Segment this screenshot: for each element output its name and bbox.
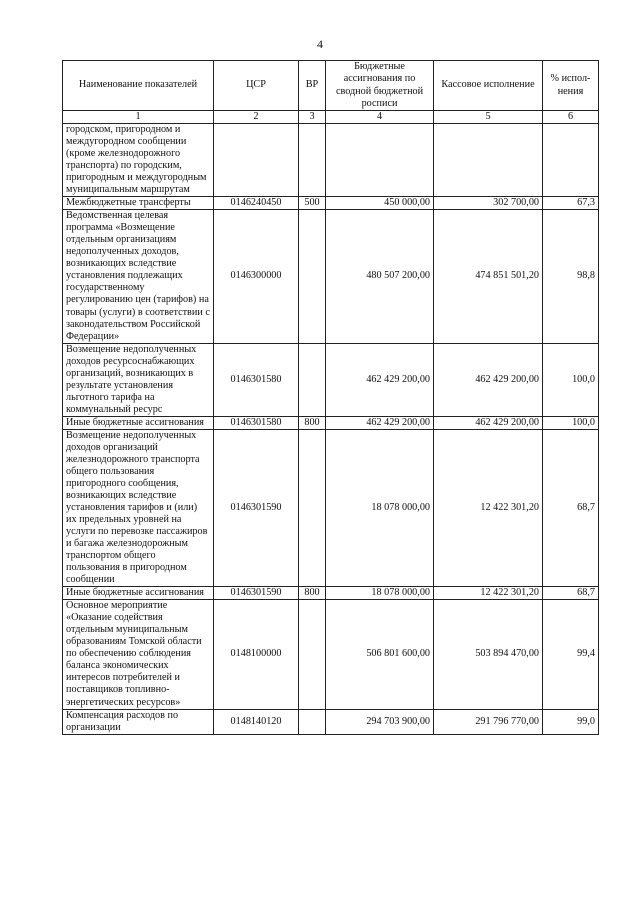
table-row (63, 429, 599, 586)
row-execution (434, 124, 543, 197)
row-percent: 100,0 (543, 343, 599, 416)
header-percent: % испол-нения (543, 61, 599, 111)
row-allocations: 480 507 200,00 (326, 210, 434, 343)
table-row (63, 124, 599, 197)
row-vr (299, 429, 326, 586)
row-execution: 291 796 770,00 (434, 709, 543, 734)
row-percent (543, 124, 599, 197)
row-csr: 0148100000 (214, 600, 299, 709)
row-csr: 0146240450 (214, 197, 299, 210)
column-number: 2 (214, 111, 299, 124)
table-row (63, 587, 599, 600)
table-header-row (63, 61, 599, 111)
row-allocations: 18 078 000,00 (326, 587, 434, 600)
budget-execution-table (62, 60, 599, 735)
row-name: Ведомственная целевая программа «Возмещение отдельным организациям недополученных доходов, возникающих вследствие установления подлежащих государственному регулированию цен (тарифов) на товары (услуги) в соответствии с законодательством Российской Федерации» (63, 210, 214, 343)
row-vr (299, 343, 326, 416)
column-number: 6 (543, 111, 599, 124)
row-name: Компенсация расходов по организации (63, 709, 214, 734)
row-execution: 12 422 301,20 (434, 587, 543, 600)
row-execution: 474 851 501,20 (434, 210, 543, 343)
row-execution: 302 700,00 (434, 197, 543, 210)
row-allocations: 462 429 200,00 (326, 416, 434, 429)
table-row (63, 416, 599, 429)
row-percent: 98,8 (543, 210, 599, 343)
row-allocations: 18 078 000,00 (326, 429, 434, 586)
row-percent: 100,0 (543, 416, 599, 429)
row-vr (299, 600, 326, 709)
table-row (63, 343, 599, 416)
header-csr: ЦСР (214, 61, 299, 111)
table-row (63, 197, 599, 210)
row-name: Возмещение недополученных доходов ресурсоснабжающих организаций, возникающих в результате установления льготного тарифа на коммунальный ресурс (63, 343, 214, 416)
row-allocations: 294 703 900,00 (326, 709, 434, 734)
row-name: Основное мероприятие «Оказание содействия отдельным муниципальным образованиям Томской области по обеспечению соблюдения баланса экономических интересов потребителей и поставщиков топливно-энергетических ресурсов» (63, 600, 214, 709)
row-csr: 0146300000 (214, 210, 299, 343)
header-allocations: Бюджетные ассигнования по сводной бюджетной росписи (326, 61, 434, 111)
row-execution: 12 422 301,20 (434, 429, 543, 586)
column-number: 1 (63, 111, 214, 124)
row-name: Межбюджетные трансферты (63, 197, 214, 210)
row-execution: 462 429 200,00 (434, 416, 543, 429)
header-vr: ВР (299, 61, 326, 111)
row-vr (299, 709, 326, 734)
row-percent: 99,0 (543, 709, 599, 734)
row-name: Иные бюджетные ассигнования (63, 416, 214, 429)
row-csr: 0146301580 (214, 416, 299, 429)
page-number: 4 (317, 37, 323, 51)
row-percent: 67,3 (543, 197, 599, 210)
row-allocations: 506 801 600,00 (326, 600, 434, 709)
row-csr: 0146301590 (214, 429, 299, 586)
row-allocations: 450 000,00 (326, 197, 434, 210)
column-number-row (63, 111, 599, 124)
row-vr: 800 (299, 416, 326, 429)
row-allocations (326, 124, 434, 197)
table-row (63, 709, 599, 734)
row-csr (214, 124, 299, 197)
row-percent: 68,7 (543, 587, 599, 600)
row-vr (299, 124, 326, 197)
row-vr (299, 210, 326, 343)
row-allocations: 462 429 200,00 (326, 343, 434, 416)
row-csr: 0146301580 (214, 343, 299, 416)
table-row (63, 210, 599, 343)
table-row (63, 600, 599, 709)
row-name: Иные бюджетные ассигнования (63, 587, 214, 600)
row-name: городском, пригородном и междугородном сообщении (кроме железнодорожного транспорта) по городским, пригородным и междугородным муниципальным маршрутам (63, 124, 214, 197)
row-vr: 500 (299, 197, 326, 210)
row-execution: 503 894 470,00 (434, 600, 543, 709)
row-vr: 800 (299, 587, 326, 600)
column-number: 3 (299, 111, 326, 124)
row-percent: 68,7 (543, 429, 599, 586)
column-number: 5 (434, 111, 543, 124)
header-name: Наименование показателей (63, 61, 214, 111)
row-execution: 462 429 200,00 (434, 343, 543, 416)
column-number: 4 (326, 111, 434, 124)
row-percent: 99,4 (543, 600, 599, 709)
row-name: Возмещение недополученных доходов организаций железнодорожного транспорта общего пользования пригородного сообщения, возникающих вследствие установления тарифов и (или) их предельных уровней на услуги по перевозке пассажиров и багажа железнодорожным транспортом общего пользования в пригородном сообщении (63, 429, 214, 586)
row-csr: 0148140120 (214, 709, 299, 734)
header-execution: Кассовое исполнение (434, 61, 543, 111)
row-csr: 0146301590 (214, 587, 299, 600)
